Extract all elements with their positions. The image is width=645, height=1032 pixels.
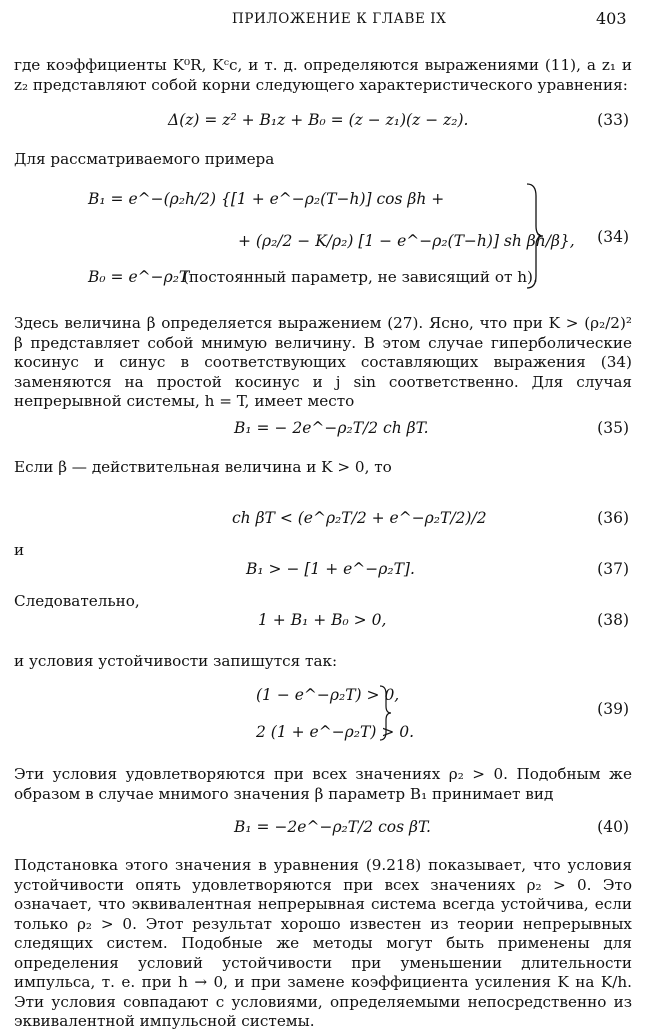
page-number: 403 <box>596 9 627 28</box>
paragraph-and: и <box>14 541 25 559</box>
equation-38: 1 + B₁ + B₀ > 0, <box>258 611 387 629</box>
equation-33: Δ(z) = z² + B₁z + B₀ = (z − z₁)(z − z₂). <box>168 111 469 129</box>
equation-40: B₁ = −2e^−ρ₂T/2 cos βT. <box>234 818 431 836</box>
paragraph-stability-conditions: и условия устойчивости запишутся так: <box>14 652 338 670</box>
equation-number-40: (40) <box>597 818 629 836</box>
equation-number-34: (34) <box>597 228 629 246</box>
paragraph-beta: Здесь величина β определяется выражением (27). Ясно, что при K > (ρ₂/2)² β представляет собой мнимую величину. В этом случае гиперболические косинус и синус в соответствующих составляющих выражения (34) заменяются на простой косинус и j sin соответственно. Для случая непрерывной системы, h = T, имеет место <box>14 314 632 410</box>
equation-number-33: (33) <box>597 111 629 129</box>
equation-number-35: (35) <box>597 419 629 437</box>
paragraph-coefficients: где коэффициенты K⁰R, Kᶜc, и т. д. определяются выражениями (11), а z₁ и z₂ представляют собой корни следующего характеристического уравнения: <box>14 56 632 94</box>
equation-35: B₁ = − 2e^−ρ₂T/2 ch βT. <box>234 419 429 437</box>
right-brace-34-icon <box>524 182 546 290</box>
equation-34-line-1: B₁ = e^−(ρ₂h/2) {[1 + e^−ρ₂(T−h)] cos βh + <box>88 190 445 208</box>
paragraph-imaginary-beta: Эти условия удовлетворяются при всех значениях ρ₂ > 0. Подобным же образом в случае мнимого значения β параметр B₁ принимает вид <box>14 765 632 803</box>
equation-number-39: (39) <box>597 700 629 718</box>
paragraph-real-beta: Если β — действительная величина и K > 0, то <box>14 458 392 476</box>
right-brace-39-icon <box>378 684 394 742</box>
equation-number-36: (36) <box>597 509 629 527</box>
equation-37: B₁ > − [1 + e^−ρ₂T]. <box>246 560 415 578</box>
paragraph-example: Для рассматриваемого примера <box>14 150 275 168</box>
equation-39-line-1: (1 − e^−ρ₂T) > 0, <box>256 686 400 704</box>
equation-34-line-2: + (ρ₂/2 − K/ρ₂) [1 − e^−ρ₂(T−h)] sh βh/β}, <box>238 232 575 250</box>
running-header-title: ПРИЛОЖЕНИЕ К ГЛАВЕ IX <box>232 11 447 27</box>
equation-36: ch βT < (e^ρ₂T/2 + e^−ρ₂T/2)/2 <box>232 509 487 527</box>
equation-number-37: (37) <box>597 560 629 578</box>
paragraph-therefore: Следовательно, <box>14 592 140 610</box>
equation-39-line-2: 2 (1 + e^−ρ₂T) > 0. <box>256 723 415 741</box>
paragraph-substitution: Подстановка этого значения в уравнения (9.218) показывает, что условия устойчивости опять удовлетворяются при всех значениях ρ₂ > 0. Это означает, что эквивалентная непрерывная система всегда устойчива, если только ρ₂ > 0. Этот результат хорошо известен из теории непрерывных следящих систем. Подобные же методы могут быть применены для определения условий устойчивости при уменьшении длительности импульса, т. е. при h → 0, и при замене коэффициента усиления K на K/h. Эти условия совпадают с условиями, определяемыми непосредственно из эквивалентной импульсной системы. <box>14 856 632 1030</box>
equation-34-note: (постоянный параметр, не зависящий от h). <box>183 268 538 286</box>
equation-34-line-3-lhs: B₀ = e^−ρ₂T <box>88 268 190 286</box>
equation-number-38: (38) <box>597 611 629 629</box>
